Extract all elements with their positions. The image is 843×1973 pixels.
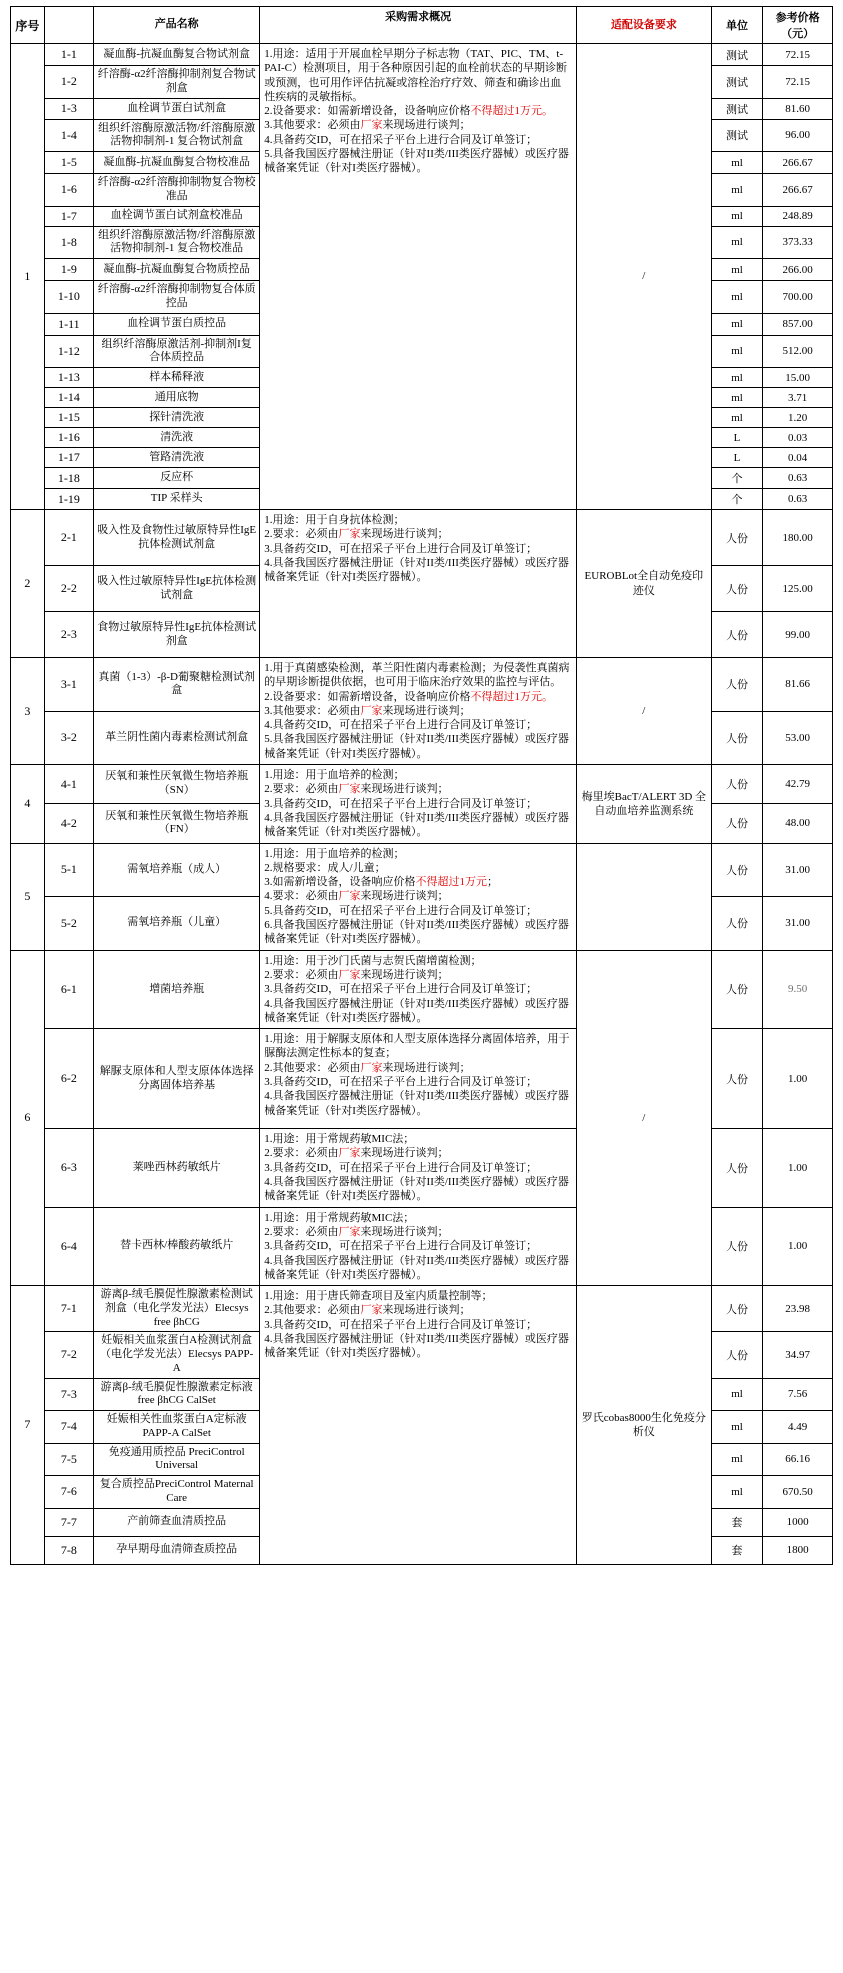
price-cell: 125.00 (763, 566, 833, 612)
product-name-cell: 产前筛查血清质控品 (94, 1508, 260, 1536)
unit-cell: ml (711, 335, 763, 368)
price-cell: 96.00 (763, 119, 833, 152)
item-no-cell: 6-2 (44, 1029, 93, 1129)
requirement-cell: 1.用途：用于血培养的检测； 2.规格要求：成人/儿童； 3.如需新增设备，设备响应价格不得超过1万元； 4.要求：必须由厂家来现场进行谈判； 5.具备药交ID，可在招采子平台上进行合同及订单签订； 6.具备我国医疗器械注册证（针对II类/III类医疗器械）或医疗器械备案凭证（针对I类医疗器械）。 (260, 843, 577, 950)
item-no-cell: 1-13 (44, 368, 93, 388)
item-no-cell: 3-1 (44, 658, 93, 712)
device-cell: / (576, 658, 711, 765)
unit-cell: 测试 (711, 98, 763, 119)
product-name-cell: 莱唑西林药敏纸片 (94, 1129, 260, 1207)
item-no-cell: 7-6 (44, 1476, 93, 1509)
price-cell: 4.49 (763, 1411, 833, 1444)
unit-cell: 人份 (711, 1029, 763, 1129)
item-no-cell: 4-1 (44, 765, 93, 804)
item-no-cell: 1-10 (44, 281, 93, 314)
product-name-cell: 厌氧和兼性厌氧微生物培养瓶（FN） (94, 804, 260, 843)
unit-cell: 人份 (711, 1286, 763, 1332)
product-name-cell: 血栓调节蛋白试剂盒校准品 (94, 206, 260, 226)
item-no-cell: 1-3 (44, 98, 93, 119)
price-cell: 81.60 (763, 98, 833, 119)
product-name-cell: 厌氧和兼性厌氧微生物培养瓶（SN） (94, 765, 260, 804)
item-no-cell: 1-16 (44, 428, 93, 448)
unit-cell: 套 (711, 1536, 763, 1564)
item-no-cell: 6-4 (44, 1207, 93, 1285)
price-cell: 34.97 (763, 1332, 833, 1378)
item-no-cell: 7-8 (44, 1536, 93, 1564)
item-no-cell: 2-2 (44, 566, 93, 612)
price-cell: 66.16 (763, 1443, 833, 1476)
device-cell: 罗氏cobas8000生化免疫分析仪 (576, 1286, 711, 1565)
price-cell: 31.00 (763, 897, 833, 951)
price-cell: 31.00 (763, 843, 833, 897)
product-name-cell: 增菌培养瓶 (94, 950, 260, 1028)
product-name-cell: 血栓调节蛋白质控品 (94, 313, 260, 335)
unit-cell: L (711, 448, 763, 468)
product-name-cell: 血栓调节蛋白试剂盒 (94, 98, 260, 119)
header-sub-no (44, 7, 93, 44)
item-no-cell: 7-5 (44, 1443, 93, 1476)
product-name-cell: 革兰阴性菌内毒素检测试剂盒 (94, 711, 260, 765)
item-no-cell: 1-12 (44, 335, 93, 368)
unit-cell: 测试 (711, 119, 763, 152)
item-no-cell: 2-1 (44, 510, 93, 566)
item-no-cell: 4-2 (44, 804, 93, 843)
unit-cell: 人份 (711, 612, 763, 658)
product-name-cell: 纤溶酶-α2纤溶酶抑制物复合物校准品 (94, 174, 260, 207)
item-no-cell: 7-2 (44, 1332, 93, 1378)
requirement-cell: 1.用途：用于解脲支原体和人型支原体选择分离固体培养，用于脲酶法测定性标本的复查； 2.其他要求：必须由厂家来现场进行谈判； 3.具备药交ID，可在招采子平台上进行合同及订单签订； 4.具备我国医疗器械注册证（针对II类/III类医疗器械）或医疗器械备案凭证（针对I类医疗器械）。 (260, 1029, 577, 1129)
price-cell: 0.63 (763, 468, 833, 489)
product-name-cell: 通用底物 (94, 388, 260, 408)
unit-cell: ml (711, 1411, 763, 1444)
group-no-cell: 2 (11, 510, 45, 658)
price-cell: 700.00 (763, 281, 833, 314)
product-name-cell: 吸入性过敏原特异性IgE抗体检测试剂盒 (94, 566, 260, 612)
price-cell: 72.15 (763, 66, 833, 99)
item-no-cell: 7-7 (44, 1508, 93, 1536)
product-name-cell: 替卡西林/棒酸药敏纸片 (94, 1207, 260, 1285)
item-no-cell: 1-7 (44, 206, 93, 226)
product-name-cell: 组织纤溶酶原激活剂-抑制剂I复合体质控品 (94, 335, 260, 368)
price-cell: 7.56 (763, 1378, 833, 1411)
unit-cell: ml (711, 152, 763, 174)
product-name-cell: 组织纤溶酶原激活物/纤溶酶原激活物抑制剂-1 复合物校准品 (94, 226, 260, 259)
table-header-row (11, 7, 833, 44)
product-name-cell: 清洗液 (94, 428, 260, 448)
product-name-cell: 组织纤溶酶原激活物/纤溶酶原激活物抑制剂-1 复合物试剂盒 (94, 119, 260, 152)
header-no: 序号 (11, 7, 45, 44)
item-no-cell: 1-14 (44, 388, 93, 408)
price-cell: 373.33 (763, 226, 833, 259)
item-no-cell: 5-1 (44, 843, 93, 897)
item-no-cell: 1-2 (44, 66, 93, 99)
product-name-cell: 游离β-绒毛膜促性腺激素检测试剂盒（电化学发光法）Elecsys free βhCG (94, 1286, 260, 1332)
product-name-cell: 凝血酶-抗凝血酶复合物质控品 (94, 259, 260, 281)
item-no-cell: 1-6 (44, 174, 93, 207)
unit-cell: 测试 (711, 44, 763, 66)
item-no-cell: 1-8 (44, 226, 93, 259)
unit-cell: 人份 (711, 510, 763, 566)
unit-cell: L (711, 428, 763, 448)
requirement-cell: 1.用途：适用于开展血栓早期分子标志物（TAT、PIC、TM、t-PAI-C）检测项目，用于各种原因引起的血栓前状态的早期诊断或预测，也可用作评估抗凝或溶栓治疗疗效、筛查和确诊出血性疾病的灵敏指标。 2.设备要求：如需新增设备，设备响应价格不得超过1万元。 3.其他要求：必须由厂家来现场进行谈判； 4.具备药交ID，可在招采子平台上进行合同及订单签订； 5.具备我国医疗器械注册证（针对II类/III类医疗器械）或医疗器械备案凭证（针对I类医疗器械）。 (260, 44, 577, 510)
price-cell: 180.00 (763, 510, 833, 566)
requirement-cell: 1.用途：用于沙门氏菌与志贺氏菌增菌检测； 2.要求：必须由厂家来现场进行谈判； 3.具备药交ID，可在招采子平台上进行合同及订单签订； 4.具备我国医疗器械注册证（针对II类/III类医疗器械）或医疗器械备案凭证（针对I类医疗器械）。 (260, 950, 577, 1028)
group-no-cell: 3 (11, 658, 45, 765)
price-cell: 857.00 (763, 313, 833, 335)
group-no-cell: 4 (11, 765, 45, 843)
unit-cell: 人份 (711, 658, 763, 712)
product-name-cell: 复合质控品PreciControl Maternal Care (94, 1476, 260, 1509)
price-cell: 9.50 (763, 950, 833, 1028)
device-cell (576, 843, 711, 950)
table-row (11, 843, 833, 897)
item-no-cell: 2-3 (44, 612, 93, 658)
price-cell: 0.04 (763, 448, 833, 468)
unit-cell: ml (711, 281, 763, 314)
device-cell: / (576, 950, 711, 1285)
price-cell: 266.00 (763, 259, 833, 281)
product-name-cell: 管路清洗液 (94, 448, 260, 468)
header-device: 适配设备要求 (576, 7, 711, 44)
item-no-cell: 6-3 (44, 1129, 93, 1207)
product-name-cell: 反应杯 (94, 468, 260, 489)
price-cell: 1800 (763, 1536, 833, 1564)
product-name-cell: 凝血酶-抗凝血酶复合物试剂盒 (94, 44, 260, 66)
product-name-cell: 纤溶酶-α2纤溶酶抑制物复合体质控品 (94, 281, 260, 314)
table-row (11, 1286, 833, 1332)
unit-cell: 人份 (711, 950, 763, 1028)
item-no-cell: 1-18 (44, 468, 93, 489)
price-cell: 15.00 (763, 368, 833, 388)
product-name-cell: 妊娠相关性血浆蛋白A定标液 PAPP-A CalSet (94, 1411, 260, 1444)
requirement-cell: 1.用途：用于自身抗体检测； 2.要求：必须由厂家来现场进行谈判； 3.具备药交ID，可在招采子平台上进行合同及订单签订； 4.具备我国医疗器械注册证（针对II类/III类医疗器械）或医疗器械备案凭证（针对I类医疗器械）。 (260, 510, 577, 658)
group-no-cell: 6 (11, 950, 45, 1285)
device-cell: EUROBLot全自动免疫印迹仪 (576, 510, 711, 658)
item-no-cell: 1-19 (44, 489, 93, 510)
product-name-cell: 凝血酶-抗凝血酶复合物校准品 (94, 152, 260, 174)
unit-cell: ml (711, 388, 763, 408)
price-cell: 23.98 (763, 1286, 833, 1332)
price-cell: 1000 (763, 1508, 833, 1536)
product-name-cell: 免疫通用质控品 PreciControl Universal (94, 1443, 260, 1476)
price-cell: 3.71 (763, 388, 833, 408)
price-cell: 72.15 (763, 44, 833, 66)
unit-cell: 人份 (711, 1207, 763, 1285)
price-cell: 1.00 (763, 1029, 833, 1129)
item-no-cell: 1-17 (44, 448, 93, 468)
price-cell: 1.20 (763, 408, 833, 428)
item-no-cell: 1-4 (44, 119, 93, 152)
price-cell: 42.79 (763, 765, 833, 804)
item-no-cell: 7-3 (44, 1378, 93, 1411)
item-no-cell: 6-1 (44, 950, 93, 1028)
price-cell: 1.00 (763, 1129, 833, 1207)
requirement-cell: 1.用途：用于常规药敏MIC法； 2.要求：必须由厂家来现场进行谈判； 3.具备药交ID，可在招采子平台上进行合同及订单签订； 4.具备我国医疗器械注册证（针对II类/III类医疗器械）或医疗器械备案凭证（针对I类医疗器械）。 (260, 1207, 577, 1285)
unit-cell: ml (711, 1378, 763, 1411)
requirement-cell: 1.用途：用于唐氏筛查项目及室内质量控制等； 2.其他要求：必须由厂家来现场进行谈判； 3.具备药交ID，可在招采子平台上进行合同及订单签订； 4.具备我国医疗器械注册证（针对II类/III类医疗器械）或医疗器械备案凭证（针对I类医疗器械）。 (260, 1286, 577, 1565)
unit-cell: 人份 (711, 1129, 763, 1207)
table-row (11, 950, 833, 1028)
unit-cell: 人份 (711, 765, 763, 804)
product-name-cell: 妊娠相关血浆蛋白A检测试剂盒（电化学发光法）Elecsys PAPP-A (94, 1332, 260, 1378)
unit-cell: 人份 (711, 843, 763, 897)
unit-cell: ml (711, 206, 763, 226)
header-price: 参考价格（元） (763, 7, 833, 44)
product-name-cell: 需氧培养瓶（成人） (94, 843, 260, 897)
price-cell: 53.00 (763, 711, 833, 765)
price-cell: 266.67 (763, 152, 833, 174)
item-no-cell: 1-1 (44, 44, 93, 66)
table-row (11, 44, 833, 66)
procurement-table (10, 6, 833, 1565)
item-no-cell: 7-1 (44, 1286, 93, 1332)
unit-cell: 人份 (711, 804, 763, 843)
unit-cell: 人份 (711, 711, 763, 765)
product-name-cell: 真菌（1-3）-β-D葡聚糖检测试剂盒 (94, 658, 260, 712)
item-no-cell: 1-5 (44, 152, 93, 174)
requirement-cell: 1.用途：用于血培养的检测； 2.要求：必须由厂家来现场进行谈判； 3.具备药交ID，可在招采子平台上进行合同及订单签订； 4.具备我国医疗器械注册证（针对II类/III类医疗器械）或医疗器械备案凭证（针对I类医疗器械）。 (260, 765, 577, 843)
product-name-cell: 食物过敏原特异性IgE抗体检测试剂盒 (94, 612, 260, 658)
price-cell: 670.50 (763, 1476, 833, 1509)
product-name-cell: 样本稀释液 (94, 368, 260, 388)
header-unit: 单位 (711, 7, 763, 44)
unit-cell: ml (711, 226, 763, 259)
product-name-cell: 吸入性及食物性过敏原特异性IgE 抗体检测试剂盒 (94, 510, 260, 566)
unit-cell: 人份 (711, 897, 763, 951)
unit-cell: ml (711, 408, 763, 428)
table-row (11, 658, 833, 712)
unit-cell: ml (711, 259, 763, 281)
unit-cell: 人份 (711, 566, 763, 612)
product-name-cell: 需氧培养瓶（儿童） (94, 897, 260, 951)
price-cell: 99.00 (763, 612, 833, 658)
unit-cell: ml (711, 174, 763, 207)
product-name-cell: 纤溶酶-α2纤溶酶抑制剂复合物试剂盒 (94, 66, 260, 99)
table-row (11, 510, 833, 566)
price-cell: 512.00 (763, 335, 833, 368)
unit-cell: 测试 (711, 66, 763, 99)
header-product-name: 产品名称 (94, 7, 260, 44)
product-name-cell: 解脲支原体和人型支原体体选择分离固体培养基 (94, 1029, 260, 1129)
unit-cell: 个 (711, 468, 763, 489)
device-cell: / (576, 44, 711, 510)
unit-cell: ml (711, 313, 763, 335)
price-cell: 48.00 (763, 804, 833, 843)
group-no-cell: 5 (11, 843, 45, 950)
unit-cell: ml (711, 368, 763, 388)
header-requirement: 采购需求概况 (260, 7, 577, 44)
table-row (11, 765, 833, 804)
item-no-cell: 5-2 (44, 897, 93, 951)
group-no-cell: 1 (11, 44, 45, 510)
price-cell: 266.67 (763, 174, 833, 207)
group-no-cell: 7 (11, 1286, 45, 1565)
price-cell: 0.03 (763, 428, 833, 448)
product-name-cell: 孕早期母血清筛查质控品 (94, 1536, 260, 1564)
unit-cell: 套 (711, 1508, 763, 1536)
price-cell: 248.89 (763, 206, 833, 226)
product-name-cell: TIP 采样头 (94, 489, 260, 510)
item-no-cell: 1-15 (44, 408, 93, 428)
device-cell: 梅里埃BacT/ALERT 3D 全自动血培养监测系统 (576, 765, 711, 843)
unit-cell: ml (711, 1443, 763, 1476)
unit-cell: 人份 (711, 1332, 763, 1378)
price-cell: 81.66 (763, 658, 833, 712)
unit-cell: ml (711, 1476, 763, 1509)
item-no-cell: 1-11 (44, 313, 93, 335)
product-name-cell: 游离β-绒毛膜促性腺激素定标液 free βhCG CalSet (94, 1378, 260, 1411)
item-no-cell: 7-4 (44, 1411, 93, 1444)
requirement-cell: 1.用于真菌感染检测，革兰阳性菌内毒素检测；为侵袭性真菌病的早期诊断提供依据，也可用于临床治疗效果的监控与评估。 2.设备要求：如需新增设备，设备响应价格不得超过1万元。 3.其他要求：必须由厂家来现场进行谈判； 4.具备药交ID，可在招采子平台上进行合同及订单签订； 5.具备我国医疗器械注册证（针对II类/III类医疗器械）或医疗器械备案凭证（针对I类医疗器械）。 (260, 658, 577, 765)
price-cell: 0.63 (763, 489, 833, 510)
unit-cell: 个 (711, 489, 763, 510)
product-name-cell: 探针清洗液 (94, 408, 260, 428)
price-cell: 1.00 (763, 1207, 833, 1285)
requirement-cell: 1.用途：用于常规药敏MIC法； 2.要求：必须由厂家来现场进行谈判； 3.具备药交ID，可在招采子平台上进行合同及订单签订； 4.具备我国医疗器械注册证（针对II类/III类医疗器械）或医疗器械备案凭证（针对I类医疗器械）。 (260, 1129, 577, 1207)
table-body (11, 44, 833, 1565)
item-no-cell: 3-2 (44, 711, 93, 765)
item-no-cell: 1-9 (44, 259, 93, 281)
